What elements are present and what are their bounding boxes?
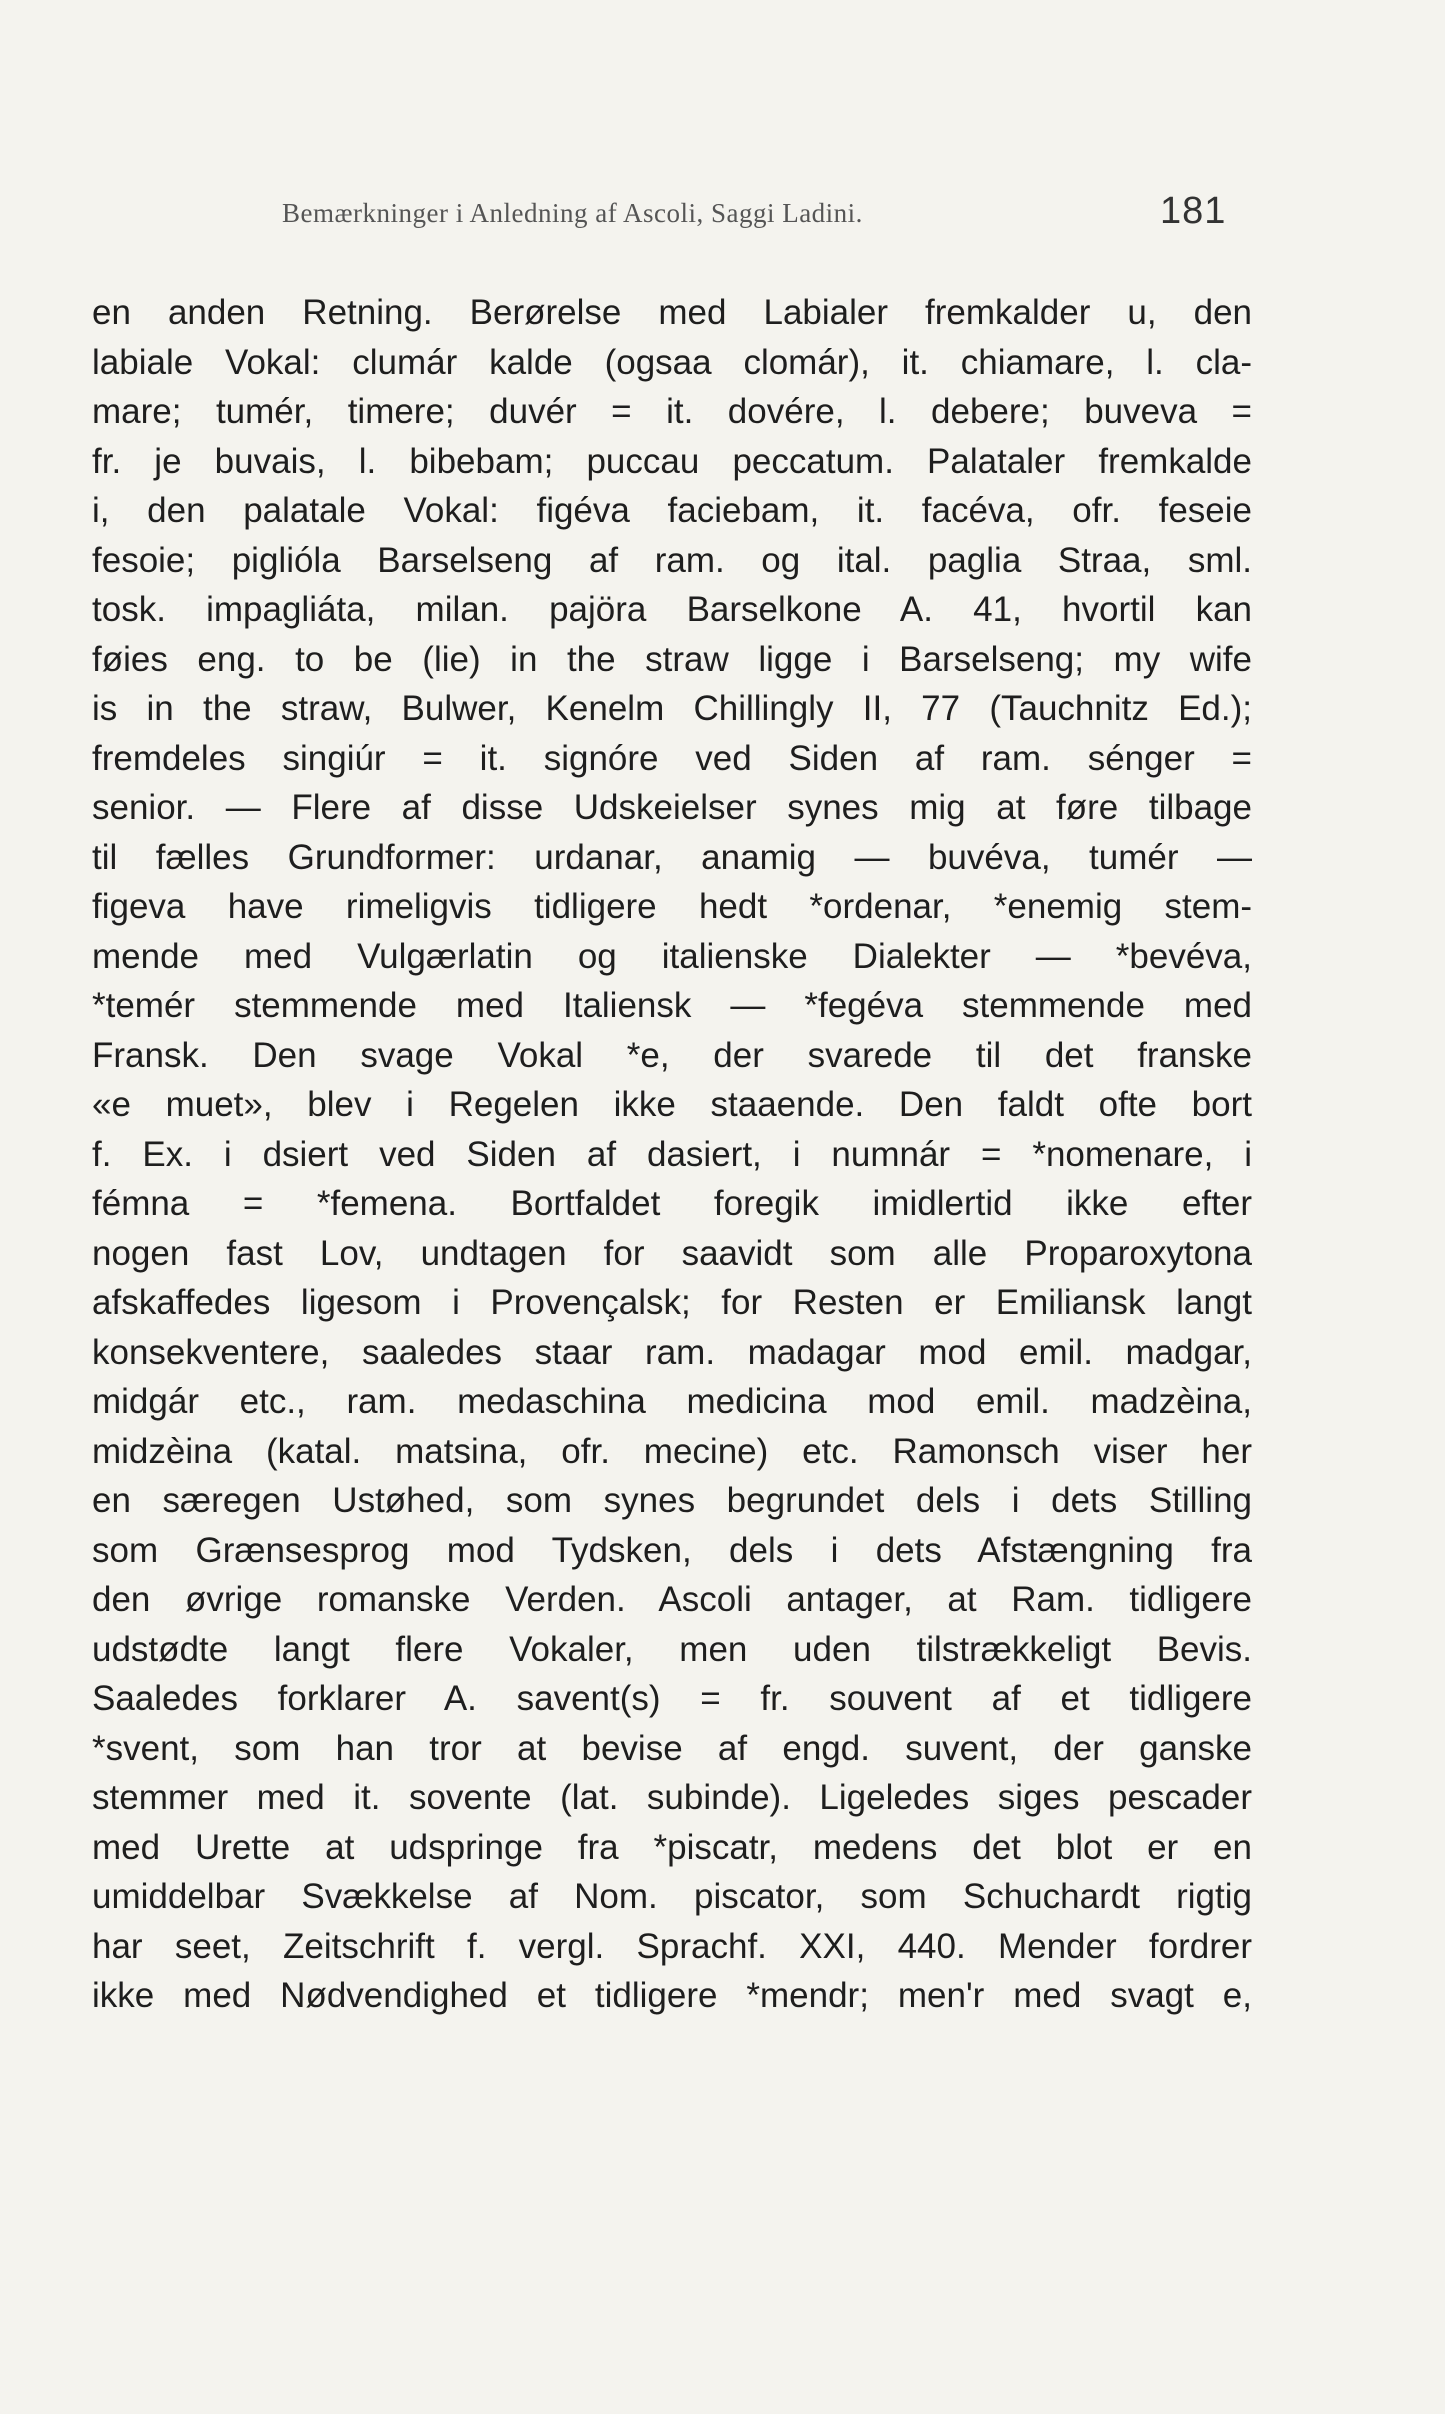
body-text [92, 288, 1252, 2021]
text-line: en særegen Ustøhed, som synes begrundet dels i dets Stilling [92, 1481, 1252, 1520]
text-line: fr. je buvais, l. bibebam; puccau peccatum. Palataler fremkalde [92, 441, 1252, 481]
text-line: ikke med Nødvendighed et tidligere *mendr; men'r med svagt e, [92, 1976, 1252, 2015]
text-line: *temér stemmende med Italiensk — *fegéva stemmende med [92, 986, 1252, 1025]
text-line: stemmer med it. sovente (lat. subinde). Ligeledes siges pescader [92, 1778, 1252, 1817]
text-line: udstødte langt flere Vokaler, men uden tilstrækkeligt Bevis. [92, 1629, 1252, 1669]
text-line: midgár etc., ram. medaschina medicina mod emil. madzèina, [92, 1382, 1252, 1421]
text-line: f. Ex. i dsiert ved Siden af dasiert, i numnár = *nomenare, i [92, 1134, 1252, 1174]
text-line: tosk. impagliáta, milan. pajöra Barselkone A. 41, hvortil kan [92, 590, 1252, 629]
text-line: midzèina (katal. matsina, ofr. mecine) etc. Ramonsch viser her [92, 1431, 1252, 1471]
text-line: senior. — Flere af disse Udskeielser synes mig at føre tilbage [92, 788, 1252, 827]
text-line: labiale Vokal: clumár kalde (ogsaa clomár), it. chiamare, l. cla- [92, 342, 1252, 382]
text-line: i, den palatale Vokal: figéva faciebam, it. facéva, ofr. feseie [92, 491, 1252, 530]
text-line: fémna = *femena. Bortfaldet foregik imidlertid ikke efter [92, 1184, 1252, 1223]
text-line: Saaledes forklarer A. savent(s) = fr. souvent af et tidligere [92, 1679, 1252, 1718]
text-line: figeva have rimeligvis tidligere hedt *ordenar, *enemig stem- [92, 887, 1252, 926]
text-line: fesoie; piglióla Barselseng af ram. og ital. paglia Straa, sml. [92, 540, 1252, 580]
text-line: mende med Vulgærlatin og italienske Dialekter — *bevéva, [92, 936, 1252, 976]
page-number: 181 [1160, 190, 1227, 232]
text-line: den øvrige romanske Verden. Ascoli antager, at Ram. tidligere [92, 1580, 1252, 1619]
text-line: fremdeles singiúr = it. signóre ved Siden af ram. sénger = [92, 738, 1252, 778]
text-line: nogen fast Lov, undtagen for saavidt som alle Proparoxytona [92, 1233, 1252, 1273]
running-head: Bemærkninger i Anledning af Ascoli, Saggi Ladini. [282, 198, 863, 228]
text-line: afskaffedes ligesom i Provençalsk; for Resten er Emiliansk langt [92, 1283, 1252, 1322]
text-line: med Urette at udspringe fra *piscatr, medens det blot er en [92, 1827, 1252, 1867]
text-line: mare; tumér, timere; duvér = it. dovére, l. debere; buveva = [92, 392, 1252, 431]
text-line: *svent, som han tror at bevise af engd. suvent, der ganske [92, 1728, 1252, 1768]
text-line: føies eng. to be (lie) in the straw ligge i Barselseng; my wife [92, 639, 1252, 679]
text-line: is in the straw, Bulwer, Kenelm Chillingly II, 77 (Tauchnitz Ed.); [92, 689, 1252, 728]
page-header [0, 190, 1445, 240]
text-line: har seet, Zeitschrift f. vergl. Sprachf. XXI, 440. Mender fordrer [92, 1926, 1252, 1966]
text-line: umiddelbar Svækkelse af Nom. piscator, som Schuchardt rigtig [92, 1877, 1252, 1916]
text-line: konsekventere, saaledes staar ram. madagar mod emil. madgar, [92, 1332, 1252, 1372]
text-line: som Grænsesprog mod Tydsken, dels i dets Afstængning fra [92, 1530, 1252, 1570]
text-line: Fransk. Den svage Vokal *e, der svarede til det franske [92, 1035, 1252, 1075]
text-line: «e muet», blev i Regelen ikke staaende. Den faldt ofte bort [92, 1085, 1252, 1124]
text-line: til fælles Grundformer: urdanar, anamig — buvéva, tumér — [92, 837, 1252, 877]
text-line: en anden Retning. Berørelse med Labialer fremkalder u, den [92, 293, 1252, 332]
